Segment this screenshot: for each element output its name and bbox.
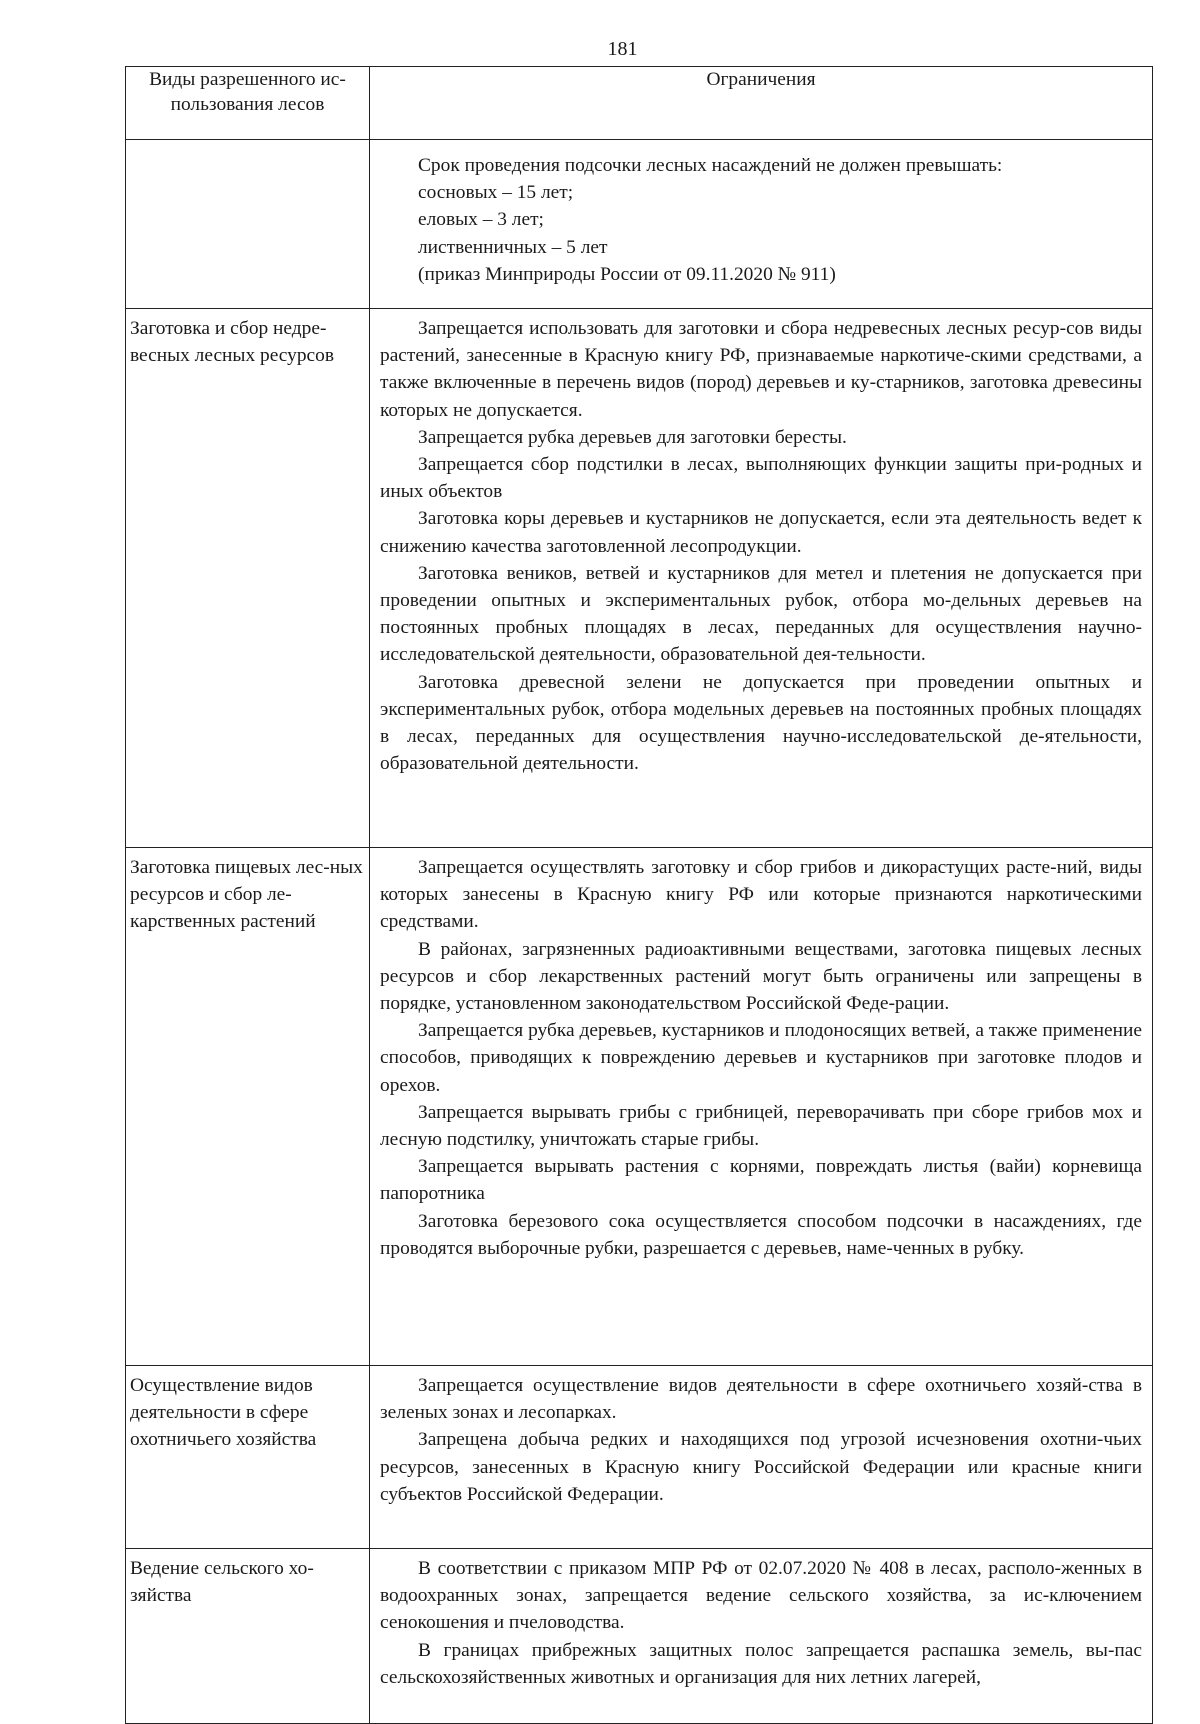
- restrictions-table: [125, 66, 1153, 1724]
- restriction-paragraph: Заготовка коры деревьев и кустарников не допускается, если эта деятельность ведет к снижению качества заготовленной лесопродукции.: [380, 508, 1142, 557]
- column-header-restrictions: Ограничения: [370, 67, 1153, 140]
- restriction-paragraph: Запрещена добыча редких и находящихся под угрозой исчезновения охотни-чьих ресурсов, занесенных в Красную книгу Российской Федерации или красные книги субъектов Российской Федерации.: [380, 1429, 1142, 1505]
- table-row: [126, 1366, 1153, 1549]
- restriction-paragraph: Запрещается вырывать растения с корнями, повреждать листья (вайи) корневища папоротника: [380, 1156, 1142, 1205]
- restriction-paragraph: Запрещается вырывать грибы с грибницей, переворачивать при сборе грибов мох и лесную подстилку, уничтожать старые грибы.: [380, 1101, 1142, 1151]
- restriction-paragraph: Заготовка веников, ветвей и кустарников для метел и плетения не допускается при проведении опытных и экспериментальных рубок, отбора мо-дельных деревьев на постоянных пробных площадях в лесах, переданных для осуществления научно-исследовательской деятельности, образовательной дея-тельности.: [380, 562, 1142, 666]
- restriction-paragraph: Запрещается осуществлять заготовку и сбор грибов и дикорастущих расте-ний, виды которых занесены в Красную книгу РФ или которые признаются наркотическими средствами.: [380, 857, 1142, 933]
- column-header-kind: Виды разрешенного ис-пользования лесов: [126, 67, 370, 140]
- restriction-paragraph: Запрещается сбор подстилки в лесах, выполняющих функции защиты при-родных и иных объектов: [380, 454, 1142, 503]
- restriction-paragraph: Запрещается рубка деревьев для заготовки бересты.: [418, 426, 847, 448]
- row-kind-cell: Заготовка и сбор недре-весных лесных ресурсов: [126, 309, 370, 848]
- tapping-term-list: [380, 146, 1142, 288]
- row-kind-cell: Заготовка пищевых лес-ных ресурсов и сбор ле-карственных растений: [126, 848, 370, 1366]
- restriction-paragraph: Запрещается рубка деревьев, кустарников и плодоносящих ветвей, а также применение способов, приводящих к повреждению деревьев и кустарников при заготовке плодов и орехов.: [380, 1020, 1142, 1096]
- row-restrictions-cell: [370, 1366, 1153, 1549]
- row-restrictions-cell: [370, 140, 1153, 309]
- list-line: Срок проведения подсочки лесных насаждений не должен превышать:: [418, 155, 1003, 176]
- list-line: еловых – 3 лет;: [418, 209, 544, 231]
- table-row: [126, 309, 1153, 848]
- table-row: [126, 848, 1153, 1366]
- row-kind-cell: [126, 140, 370, 309]
- row-kind-cell: Ведение сельского хо-зяйства: [126, 1549, 370, 1724]
- row-restrictions-cell: [370, 1549, 1153, 1724]
- row-restrictions-cell: [370, 309, 1153, 848]
- restriction-paragraph: В границах прибрежных защитных полос запрещается распашка земель, вы-пас сельскохозяйственных животных и организация для них летних лагерей,: [380, 1639, 1142, 1688]
- table-row: [126, 140, 1153, 309]
- list-line: лиственничных – 5 лет: [418, 236, 608, 258]
- row-kind-cell: Осуществление видов деятельности в сфере охотничьего хозяйства: [126, 1366, 370, 1549]
- restriction-paragraph: В районах, загрязненных радиоактивными веществами, заготовка пищевых лесных ресурсов и сбор лекарственных растений могут быть ограничены или запрещены в порядке, установленном законодательством Российской Феде-рации.: [380, 938, 1142, 1015]
- table-header-row: [126, 67, 1153, 140]
- list-line: (приказ Минприроды России от 09.11.2020 № 911): [418, 263, 836, 285]
- restriction-paragraph: В соответствии с приказом МПР РФ от 02.07.2020 № 408 в лесах, располо-женных в водоохранных зонах, запрещается ведение сельского хозяйства, за ис-ключением сенокошения и пчеловодства.: [380, 1558, 1142, 1634]
- restriction-paragraph: Заготовка березового сока осуществляется способом подсочки в насаждениях, где проводятся выборочные рубки, разрешается с деревьев, наме-ченных в рубку.: [380, 1210, 1142, 1259]
- row-restrictions-cell: [370, 848, 1153, 1366]
- list-line: сосновых – 15 лет;: [418, 182, 574, 204]
- page-number: 181: [607, 38, 638, 60]
- restriction-paragraph: Запрещается осуществление видов деятельности в сфере охотничьего хозяй-ства в зеленых зонах и лесопарках.: [380, 1375, 1142, 1424]
- restriction-paragraph: Запрещается использовать для заготовки и сбора недревесных лесных ресур-сов виды растений, занесенные в Красную книгу РФ, признаваемые наркотиче-скими средствами, а также включенные в перечень видов (пород) деревьев и ку-старников, заготовка древесины которых не допускается.: [380, 318, 1142, 421]
- restriction-paragraph: Заготовка древесной зелени не допускается при проведении опытных и экспериментальных рубок, отбора модельных деревьев на постоянных пробных площадях в лесах, переданных для осуществления научно-исследовательской де-ятельности, образовательной деятельности.: [380, 671, 1142, 775]
- table-row: [126, 1549, 1153, 1724]
